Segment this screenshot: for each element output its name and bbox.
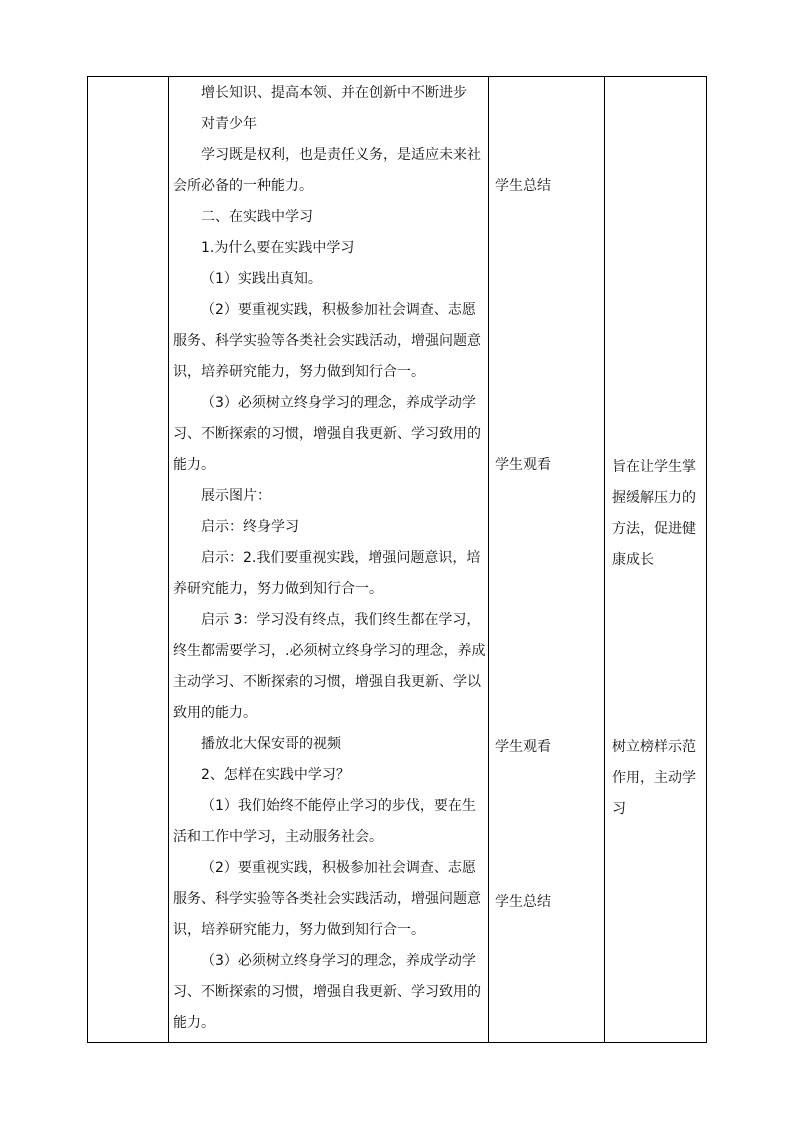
- student-activity-text: 学生总结: [495, 894, 551, 910]
- design-intent-text: 方法，促进健: [612, 521, 696, 537]
- student-activity-text: 学生观看: [495, 457, 551, 473]
- design-intent-text: 作用，主动学: [612, 770, 696, 786]
- content-line: 启示：终身学习: [201, 519, 299, 535]
- content-line: 主动学习、不断探索的习惯，增强自我更新、学以: [173, 674, 481, 690]
- content-line: 2、怎样在实践中学习？: [201, 767, 350, 783]
- content-line: 增长知识、提高本领、并在创新中不断进步: [201, 85, 467, 101]
- content-line: 养研究能力，努力做到知行合一。: [173, 581, 383, 597]
- content-line: 能力。: [173, 1015, 215, 1031]
- content-line: 服务、科学实验等各类社会实践活动，增强问题意: [173, 333, 481, 349]
- design-intent-text: 康成长: [612, 552, 654, 568]
- content-line: （2）要重视实践，积极参加社会调查、志愿: [201, 860, 476, 876]
- design-intent-column: [605, 77, 706, 1042]
- content-line: 播放北大保安哥的视频: [201, 736, 341, 752]
- design-intent-text: 习: [612, 801, 626, 817]
- content-line: 启示 3：学习没有终点，我们终生都在学习，: [201, 612, 481, 628]
- design-intent-text: 树立榜样示范: [612, 739, 696, 755]
- content-line: 启示：2.我们要重视实践，增强问题意识，培: [201, 550, 481, 566]
- content-line: 习、不断探索的习惯，增强自我更新、学习致用的: [173, 426, 481, 442]
- content-line: 会所必备的一种能力。: [173, 178, 313, 194]
- content-line: （3）必须树立终身学习的理念，养成学动学: [201, 395, 476, 411]
- lesson-table: [87, 76, 707, 1043]
- student-activity-column: [489, 77, 604, 1042]
- content-line: （1）我们始终不能停止学习的步伐，要在生: [201, 798, 476, 814]
- content-line: 能力。: [173, 457, 215, 473]
- content-line: 学习既是权利，也是责任义务，是适应未来社: [201, 147, 481, 163]
- content-line: 活和工作中学习，主动服务社会。: [173, 829, 383, 845]
- content-line: （2）要重视实践，积极参加社会调查、志愿: [201, 302, 476, 318]
- design-intent-text: 握缓解压力的: [612, 490, 696, 506]
- content-line: 识，培养研究能力，努力做到知行合一。: [173, 922, 425, 938]
- content-line: （3）必须树立终身学习的理念，养成学动学: [201, 953, 476, 969]
- content-line: 终生都需要学习，.必须树立终身学习的理念，养成: [173, 643, 486, 659]
- content-line: 二、在实践中学习: [201, 209, 313, 225]
- content-line: 习、不断探索的习惯，增强自我更新、学习致用的: [173, 984, 481, 1000]
- content-line: 对青少年: [201, 116, 257, 132]
- design-intent-text: 旨在让学生掌: [612, 459, 696, 475]
- student-activity-text: 学生总结: [495, 178, 551, 194]
- content-line: 识，培养研究能力，努力做到知行合一。: [173, 364, 425, 380]
- content-line: 致用的能力。: [173, 705, 257, 721]
- content-line: 1.为什么要在实践中学习: [201, 240, 355, 256]
- content-line: 展示图片：: [201, 488, 271, 504]
- teaching-content-column: [169, 77, 488, 1042]
- student-activity-text: 学生观看: [495, 739, 551, 755]
- content-line: （1）实践出真知。: [201, 271, 322, 287]
- content-line: 服务、科学实验等各类社会实践活动，增强问题意: [173, 891, 481, 907]
